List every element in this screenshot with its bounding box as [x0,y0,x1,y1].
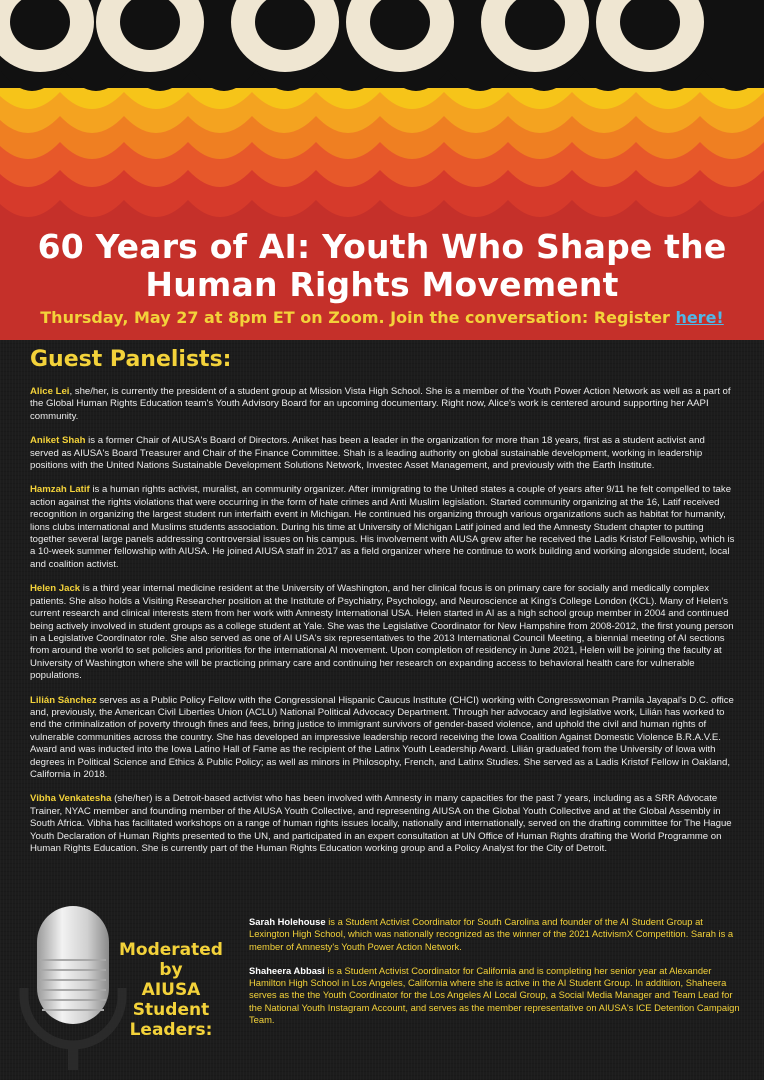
moderated-by-heading [106,940,236,1040]
panelist-bio [30,695,736,782]
panelist-text: , she/her, is currently the president of a student group at Mission Vista High School. She is a member of the Youth Power Action Network as well as a part of the Global Human Rights Education team's Youth Advisory Board for an upcoming documentary. Right now, Alice's work is centered around supporting her AAPI community. [30,386,731,422]
panelist-text: is a former Chair of AIUSA's Board of Directors. Aniket has been a leader in the organization for more than 18 years, first as a student activist and served as AIUSA's Board Treasurer and Chair of the Finance Committee. Shah is a leading authority on global sustainable development, working in leadership positions with the United Nations Sustainable Development Solutions Network, Investec Asset Management, and previously with the Earth Institute. [30,435,705,472]
panelist-name: Helen Jack [30,583,81,595]
moderated-line-2: AIUSA Student [132,980,210,1020]
event-date-text: Thursday, May 27 at 8pm ET on Zoom. Join the conversation: Register [40,308,676,327]
moderator-list [249,916,743,1038]
moderator-text: is a Student Activist Coordinator for California and is completing her senior year at Alexander Hamilton High School in Los Angeles, California where she is active in the AI Student Group. In additiion, Shaheera serves as the the Youth Coordinator for the Los Angeles AI Local Group, a Social Media Manager and Team Lead for the National Youth Instagram Account, and serves as the member representative on AIUSA's ICE Detention Campaign Team. [249,964,740,1026]
moderator-text: is a Student Activist Coordinator for South Carolina and founder of the AI Student Group at Lexington High School, which was nationally recognized as the winner of the 2021 ActivismX Competition. Sarah is a member of Amnesty's Youth Power Action Network. [249,916,734,952]
panelist-name: Vibha Venkatesha [30,793,112,805]
moderator-name: Sarah Holehouse [249,916,326,927]
guest-panelists-heading: Guest Panelists: [30,347,232,372]
moderated-line-3: Leaders: [129,1020,213,1040]
header-banner [0,0,764,340]
panelist-text: serves as a Public Policy Fellow with the Congressional Hispanic Caucus Institute (CHCI) working with Congresswoman Pramila Jayapal's D.C. office and, previously, the American Civil Liberties Union (ACLU) National Political Advocacy Department. Through her advocacy and legislative work, Lilián has worked to end the criminalization of poverty through fines and fees, bring justice to immigrant survivors of gender-based violence, and uphold the civil and human rights of vulnerable communities across the country. She has developed an impressive leadership record receiving the Iowa Coalition Against Domestic Violence B.R.A.V.E. Award and was inducted into the Iowa Latino Hall of Fame as the recipient of the Latinx Youth Leadership Award. Lilián graduated from the University of Iowa with degrees in Political Science and Ethics & Public Policy; as well as minors in Philosophy, French, and Latinx Studies. She served as a Ladis Kristof Fellow in Oakland, California in 2018. [30,694,734,780]
panelist-list [30,386,736,867]
panelist-name: Hamzah Latif [30,484,90,496]
moderator-bio [249,965,743,1026]
panelist-text: is a third year internal medicine resident at the University of Washington, and her clinical focus is on primary care for socially and medically complex patients. She also holds a Visiting Researcher position at the Institute of Psychiatry, Psychology, and Neuroscience at King's College London (KCL). Many of Helen's current research and clinical interests stem from her work with Amnesty International USA. Helen started in AI as a high school group member in 2004 and continued being actively involved in student groups as a college student at Yale. She was the Legislative Coordinator for New Hampshire from 2008-2012, the first young person in a Legislative Coordinator role. She also served as one of AI USA's six representatives to the 2013 International Council Meeting, a biennial meeting of AI sections from around the world to set policies and priorities for the international AI movement. Upon completion of residency in June 2021, Helen will be joining the faculty at University of Washington where she will be practicing primary care and continuing her research on expanding access to behavioral health care for vulnerable populations. [30,583,734,682]
moderated-line-1: Moderated by [119,940,223,980]
panelist-bio [30,583,736,682]
panelist-name: Alice Lei [30,386,70,397]
panelist-bio [30,435,736,472]
moderator-bio [249,916,743,953]
title-line-2: Human Rights Movement [145,265,619,304]
panelist-name: Lilián Sánchez [30,694,97,706]
panelist-name: Aniket Shah [30,435,86,447]
moderator-name: Shaheera Abbasi [249,964,325,976]
event-details [0,306,764,330]
panelist-bio [30,484,736,571]
register-link[interactable]: here! [675,308,724,327]
panelist-bio [30,386,736,423]
title-line-1: 60 Years of AI: Youth Who Shape the [37,227,727,266]
event-title [0,228,764,304]
panelist-bio [30,793,736,855]
panelist-text: is a human rights activist, muralist, an community organizer. After immigrating to the United states a couple of years after 9/11 he felt compelled to take action against the rights violations that were occurring in the form of hate crimes and Anti Muslim legislation. Started community organizing at the 16, Latif received recognition in organizing the largest student run interfaith event in Michigan. He continued his organizing through various organizations such as habitat for humanity, lions clubs international and Muslims students association. During his time at University of Michigan Latif joined and led the Amnesty Student chapter to putting together several large panels addressing controversial issues on his campus. His involvement with AIUSA grew after he received the Ladis Kristof Fellowship, which is a 10-week summer fellowship with AIUSA. He joined AIUSA staff in 2017 as a field organizer where he continue to work building and working alongside student, local and coalition activist. [30,484,735,570]
panelist-text: (she/her) is a Detroit-based activist who has been involved with Amnesty in many capacities for the past 7 years, including as a SRR Advocate Trainer, NYAC member and founding member of the AIUSA Youth Collective, and representing AIUSA on the Global Youth Collective and at the Global Assembly in South Africa. Vibha has facilitated workshops on a range of human rights issues locally, nationally and internationally, served on the drafting committee for The Hague Youth Declaration of Human Rights presented to the UN, and participated in an expert consultation at UN Office of Human Rights drafting the World Programme on Human Rights Education. She is currently part of the Human Rights Education working group and a Policy Analyst for the City of Detroit. [30,793,732,854]
